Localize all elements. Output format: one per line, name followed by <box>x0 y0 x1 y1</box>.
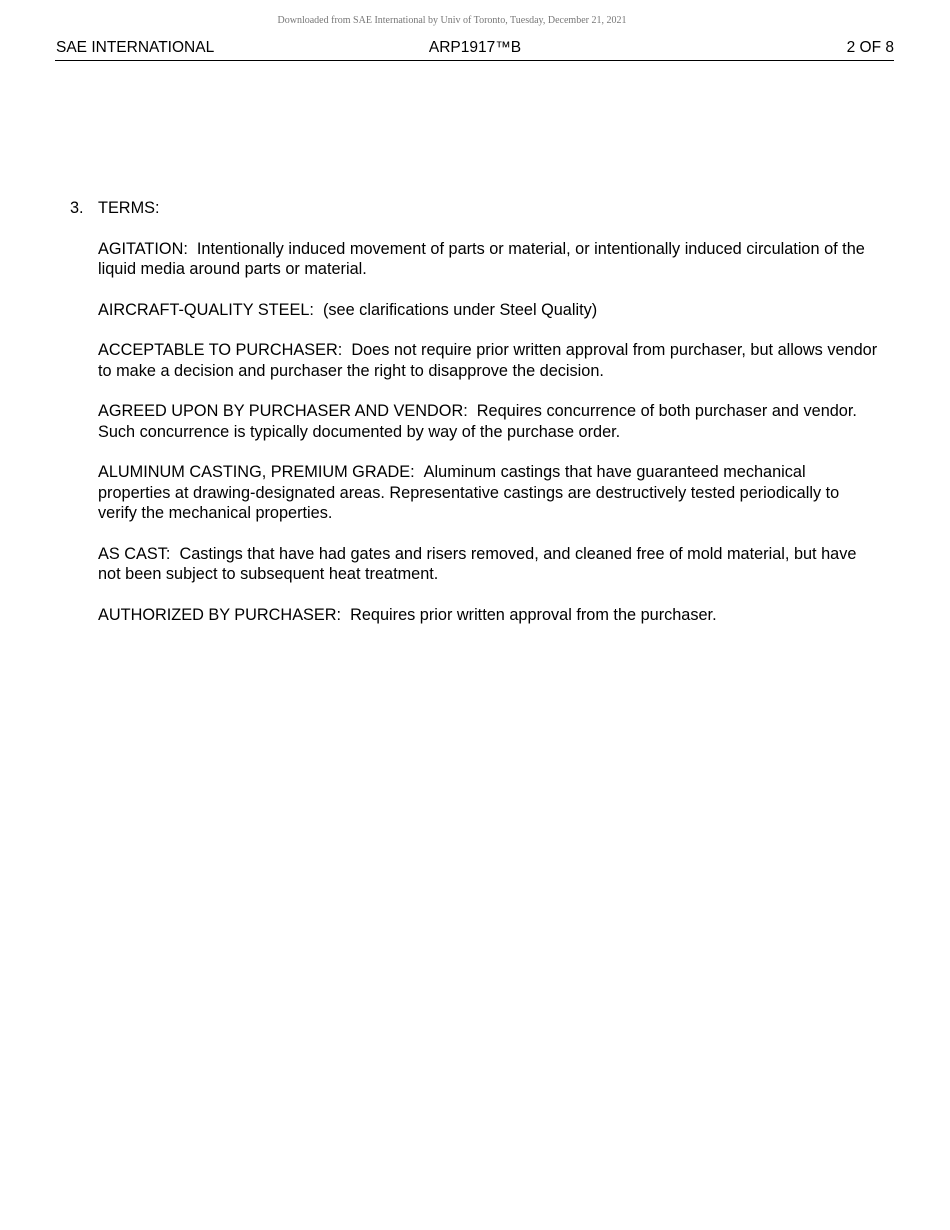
term-aluminum-casting-premium <box>98 462 880 524</box>
term-definition: (see clarifications under Steel Quality) <box>322 300 598 319</box>
term-definition: Requires prior written approval from the purchaser. <box>350 605 717 624</box>
section-heading <box>70 198 880 219</box>
term-name: AUTHORIZED BY PURCHASER : <box>98 606 350 624</box>
term-agreed-upon <box>98 401 880 442</box>
term-name: ACCEPTABLE TO PURCHASER : <box>98 341 351 359</box>
term-name: AS CAST : <box>98 545 179 563</box>
term-definition: Intentionally induced movement of parts or material, or intentionally induced circulation of the liquid media around parts or material. <box>98 239 865 278</box>
header-page-number: 2 OF 8 <box>846 39 894 56</box>
header-document-id: ARP1917™B <box>428 39 522 56</box>
download-watermark: Downloaded from SAE International by Univ of Toronto, Tuesday, December 21, 2021 <box>277 15 627 26</box>
header-organization: SAE INTERNATIONAL <box>56 39 215 56</box>
term-as-cast <box>98 544 880 585</box>
term-definition: Castings that have had gates and risers removed, and cleaned free of mold material, but have not been subject to subsequent heat treatment. <box>98 544 857 583</box>
term-acceptable-to-purchaser <box>98 340 880 381</box>
terms-section <box>70 198 880 645</box>
term-name: AGREED UPON BY PURCHASER AND VENDOR : <box>98 402 477 420</box>
term-aircraft-quality-steel <box>98 300 880 321</box>
running-header <box>55 38 894 61</box>
term-agitation <box>98 239 880 280</box>
term-definition: Does not require prior written approval from purchaser, but allows vendor to make a decision and purchaser the right to disapprove the decision. <box>98 341 878 380</box>
section-title: TERMS: <box>98 199 160 217</box>
term-name: AGITATION : <box>98 240 197 258</box>
term-authorized-by-purchaser <box>98 605 880 626</box>
terms-list <box>98 239 880 626</box>
section-number: 3. <box>70 199 84 217</box>
term-definition: Requires concurrence of both purchaser and vendor. Such concurrence is typically documented by way of the purchase order. <box>98 402 857 441</box>
term-name: AIRCRAFT-QUALITY STEEL : <box>98 301 323 319</box>
term-definition: Aluminum castings that have guaranteed mechanical properties at drawing-designated areas. Representative castings are destructively tested periodically to verify the mechanical properties. <box>98 463 840 522</box>
term-name: ALUMINUM CASTING, PREMIUM GRADE : <box>98 463 424 481</box>
